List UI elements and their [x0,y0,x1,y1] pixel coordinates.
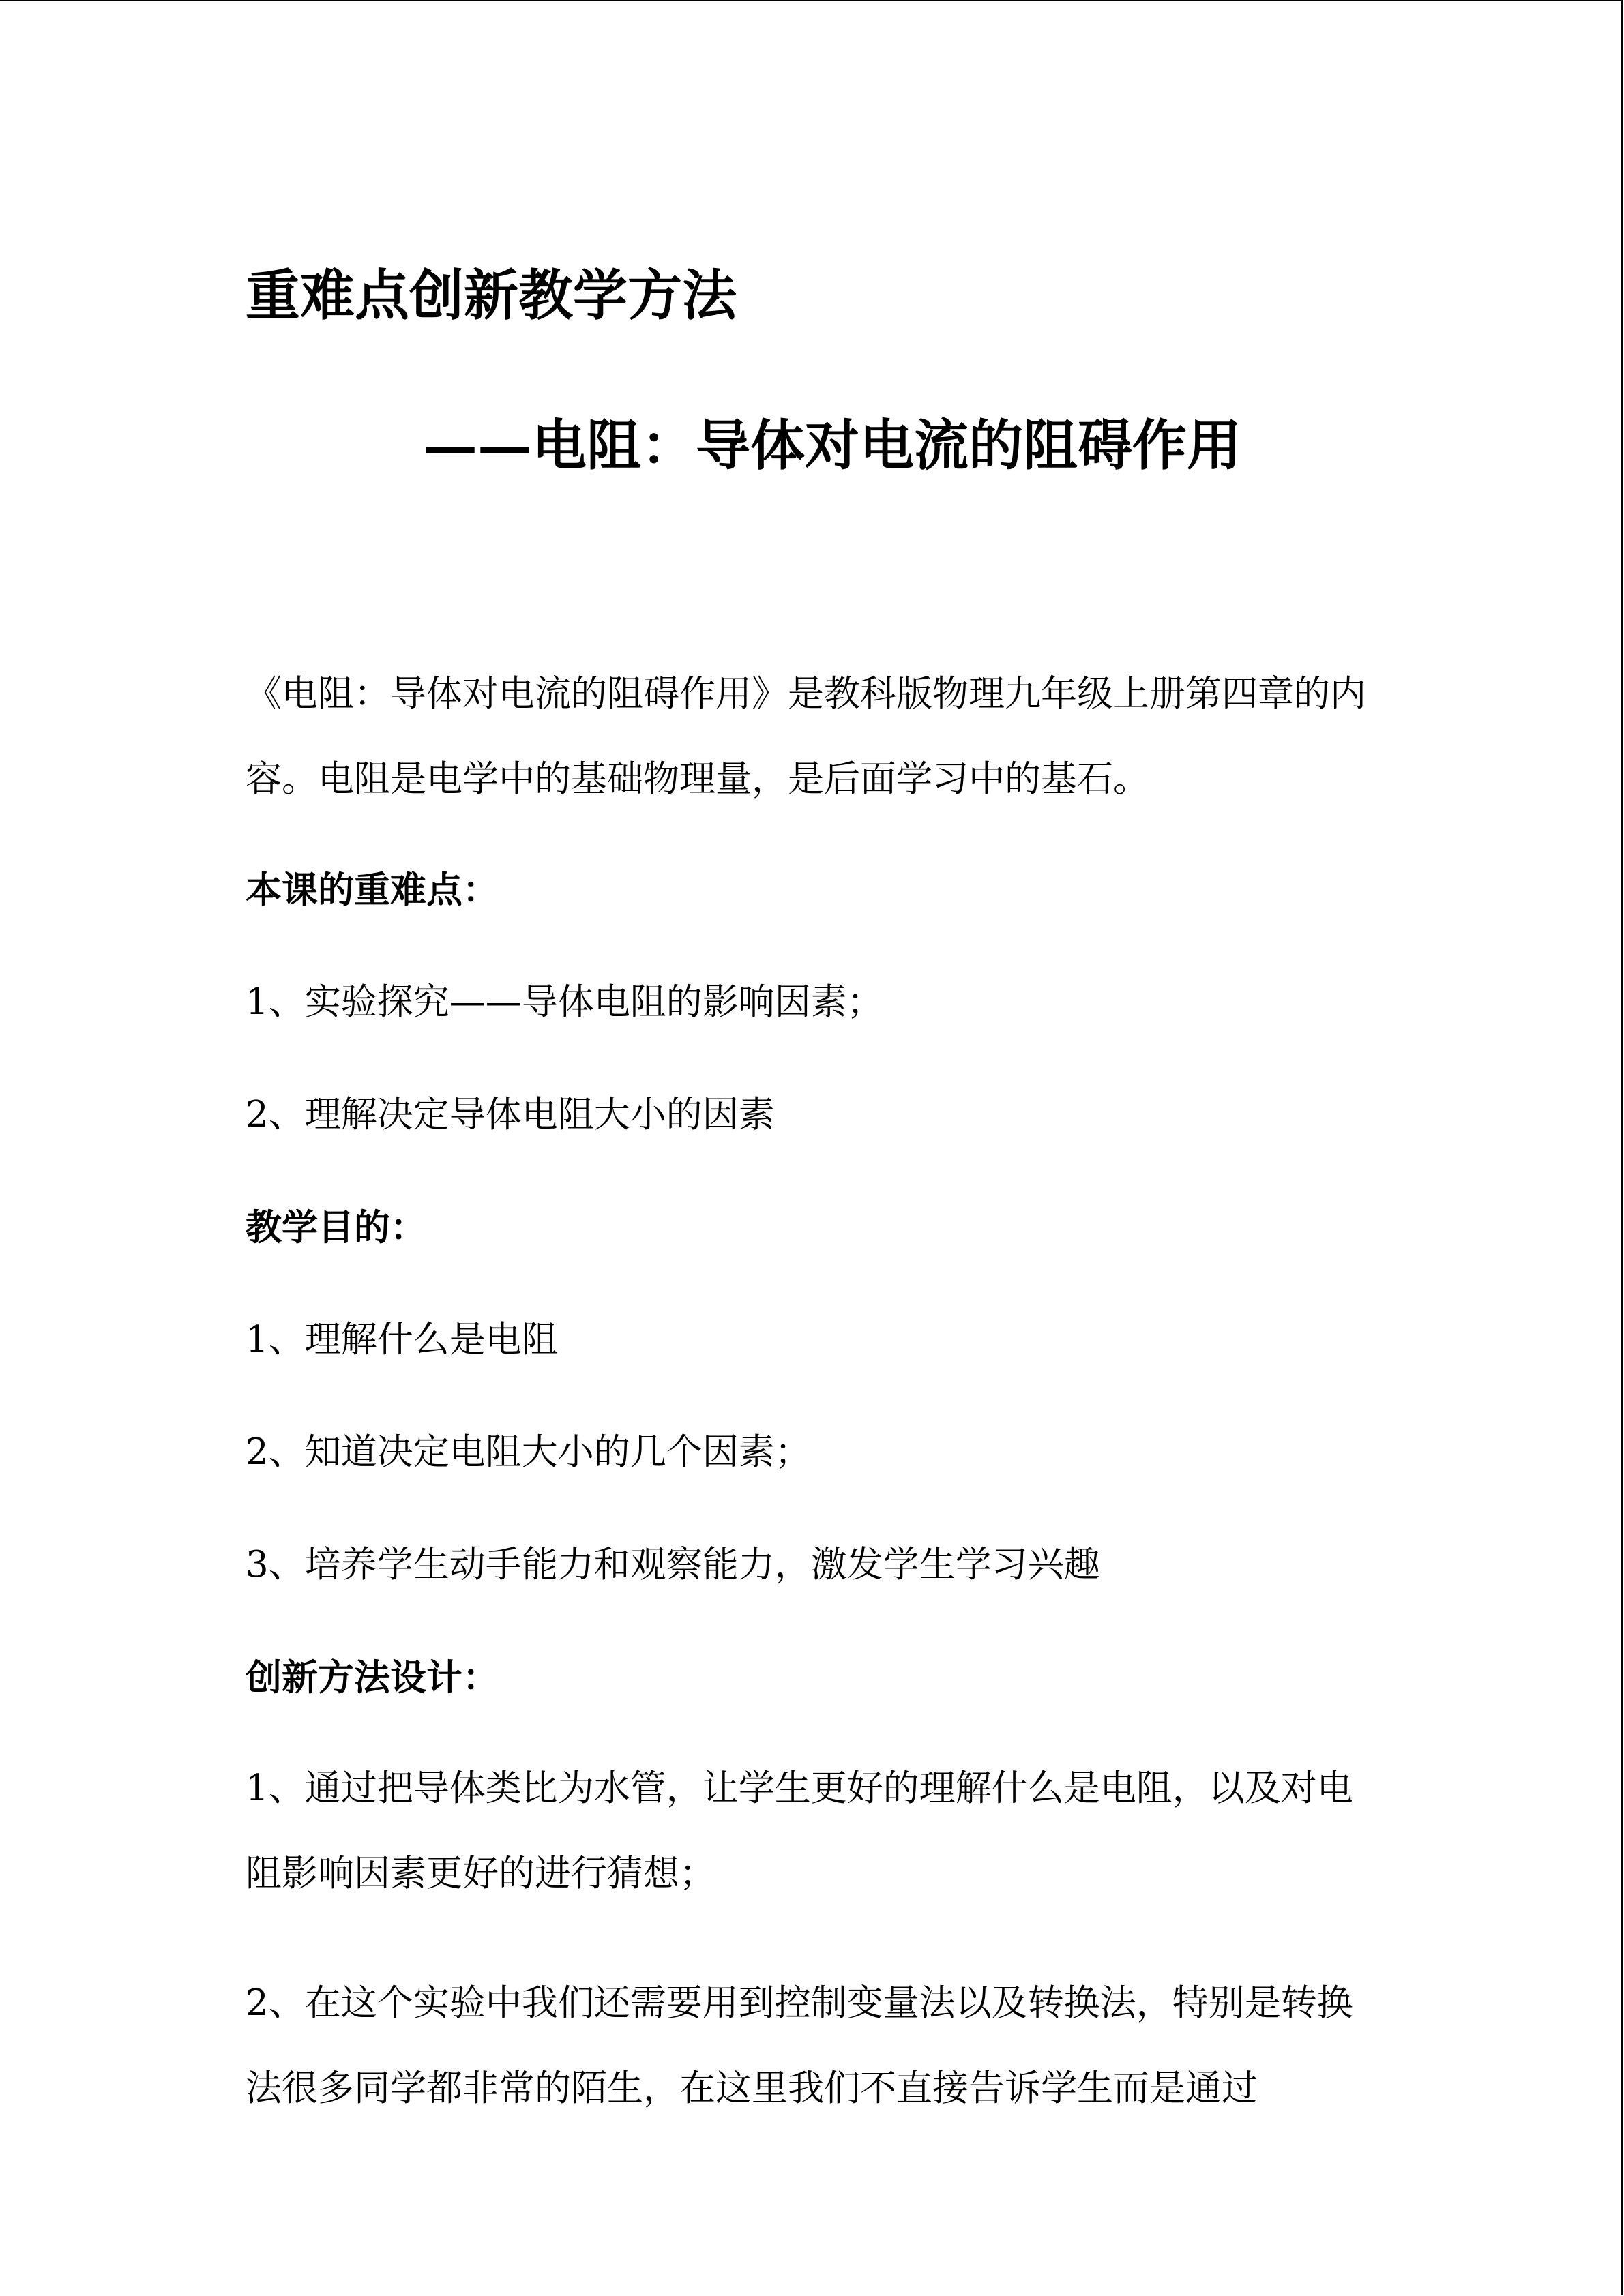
document-subtitle: ——电阻：导体对电流的阻碍作用 [423,413,1241,477]
section-heading-key-points: 本课的重难点： [246,869,499,911]
teaching-goal-item: 1、理解什么是电阻 [246,1319,558,1360]
teaching-goal-item: 3、培养学生动手能力和观察能力，激发学生学习兴趣 [246,1544,1100,1585]
section-heading-teaching-goals: 教学目的： [246,1206,426,1249]
key-point-item: 1、实验探究——导体电阻的影响因素； [246,981,883,1023]
intro-paragraph: 《电阻：导体对电流的阻碍作用》是教科版物理九年级上册第四章的内容。电阻是电学中的基础物理量，是后面学习中的基石。 [246,673,1366,800]
method-design-item: 1、通过把导体类比为水管，让学生更好的理解什么是电阻，以及对电阻影响因素更好的进行猜想； [246,1768,1353,1894]
teaching-goal-item: 2、知道决定电阻大小的几个因素； [246,1431,811,1473]
section-heading-method-design: 创新方法设计： [246,1656,499,1699]
method-design-item: 2、在这个实验中我们还需要用到控制变量法以及转换法，特别是转换法很多同学都非常的陌生，在这里我们不直接告诉学生而是通过 [246,1982,1353,2109]
document-title: 重难点创新教学方法 [246,263,737,327]
key-point-item: 2、理解决定导体电阻大小的因素 [246,1094,775,1135]
